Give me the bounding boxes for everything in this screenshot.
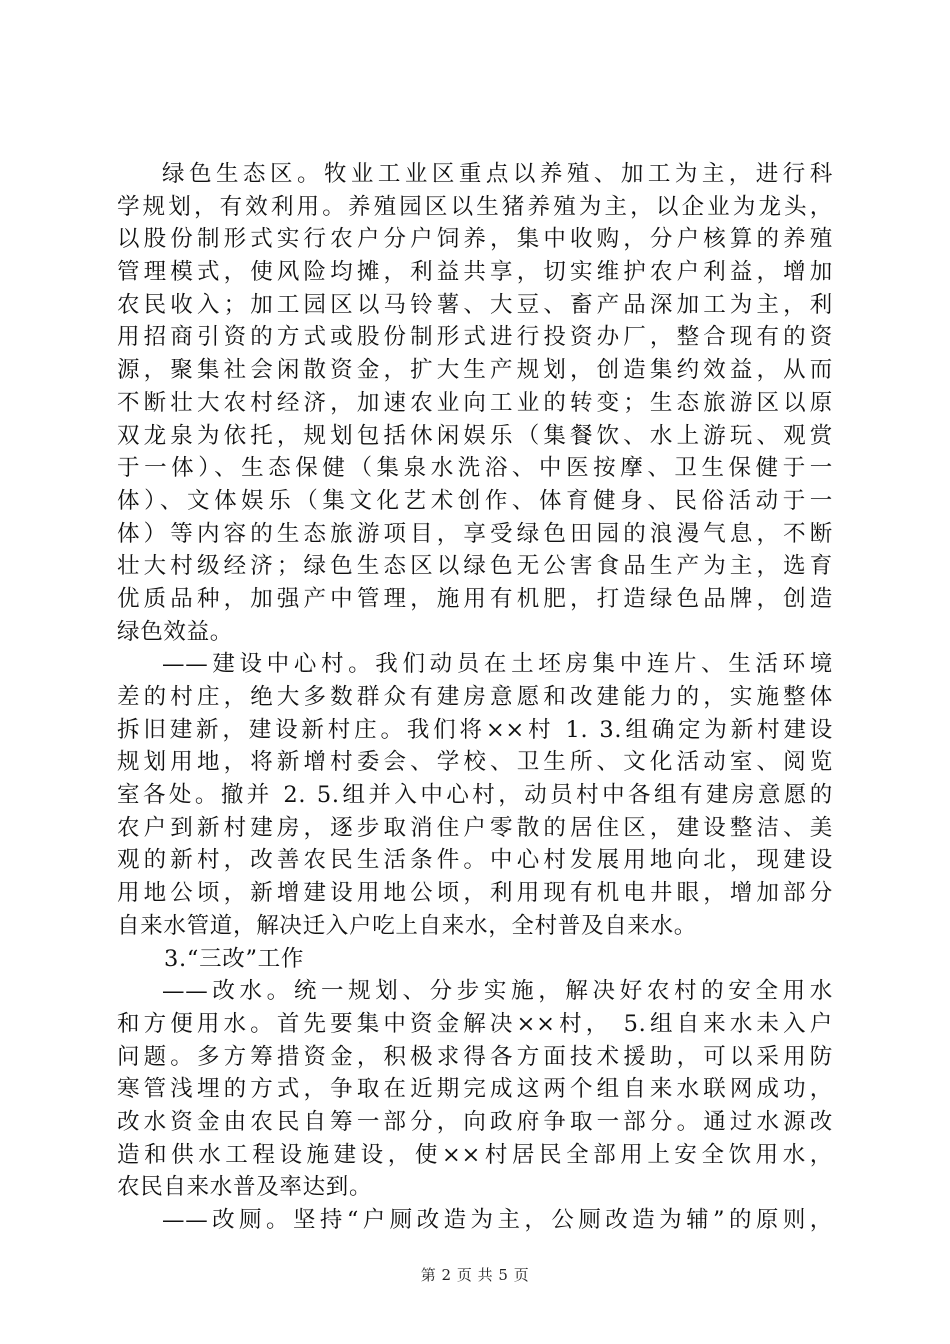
paragraph-line: 室各处。撤并 2. 5.组并入中心村，动员村中各组有建房意愿的 bbox=[117, 782, 833, 809]
paragraph-line: 用地公顷，新增建设用地公顷，利用现有机电井眼，增加部分 bbox=[117, 880, 833, 907]
paragraph-line: 用招商引资的方式或股份制形式进行投资办厂，整合现有的资 bbox=[117, 324, 833, 351]
paragraph-line: 自来水管道，解决迁入户吃上自来水，全村普及自来水。 bbox=[117, 912, 698, 939]
paragraph-line: 问题。多方筹措资金，积极求得各方面技术援助，可以采用防 bbox=[117, 1043, 833, 1070]
paragraph-line: 不断壮大农村经济，加速农业向工业的转变；生态旅游区以原 bbox=[117, 389, 833, 416]
paragraph-line: 拆旧建新，建设新村庄。我们将××村 1. 3.组确定为新村建设 bbox=[117, 716, 833, 743]
document-body bbox=[117, 158, 833, 1237]
paragraph-line: 学规划，有效利用。养殖园区以生猪养殖为主，以企业为龙头， bbox=[117, 193, 833, 220]
paragraph-line: ——建设中心村。我们动员在土坯房集中连片、生活环境 bbox=[162, 651, 833, 678]
paragraph-line: 体）、文体娱乐（集文化艺术创作、体育健身、民俗活动于一 bbox=[117, 487, 833, 514]
paragraph-line: 以股份制形式实行农户分户饲养，集中收购，分户核算的养殖 bbox=[117, 226, 833, 253]
paragraph-line: 源，聚集社会闲散资金，扩大生产规划，创造集约效益，从而 bbox=[117, 357, 833, 384]
paragraph-line: 农民自来水普及率达到。 bbox=[117, 1174, 373, 1201]
paragraph-line: 规划用地，将新增村委会、学校、卫生所、文化活动室、阅览 bbox=[117, 749, 833, 776]
paragraph-line: 绿色生态区。牧业工业区重点以养殖、加工为主，进行科 bbox=[162, 161, 833, 187]
page-footer: 第 2 页 共 5 页 bbox=[420, 1266, 530, 1284]
paragraph-line: 体）等内容的生态旅游项目，享受绿色田园的浪漫气息，不断 bbox=[117, 520, 833, 547]
paragraph-line: 观的新村，改善农民生活条件。中心村发展用地向北，现建设 bbox=[117, 847, 833, 874]
paragraph-line: 优质品种，加强产中管理，施用有机肥，打造绿色品牌，创造 bbox=[117, 585, 833, 612]
paragraph-line: 造和供水工程设施建设，使××村居民全部用上安全饮用水， bbox=[117, 1141, 833, 1168]
paragraph-line: 寒管浅埋的方式，争取在近期完成这两个组自来水联网成功， bbox=[117, 1076, 833, 1103]
paragraph-line: 农户到新村建房，逐步取消住户零散的居住区，建设整洁、美 bbox=[117, 814, 833, 841]
paragraph-line: 绿色效益。 bbox=[117, 618, 234, 645]
paragraph-line: 双龙泉为依托，规划包括休闲娱乐（集餐饮、水上游玩、观赏 bbox=[117, 422, 833, 449]
paragraph-line: 和方便用水。首先要集中资金解决××村， 5.组自来水未入户 bbox=[117, 1010, 833, 1037]
section-heading: 3.“三改”工作 bbox=[164, 945, 305, 972]
paragraph-line: 管理模式，使风险均摊，利益共享，切实维护农户利益，增加 bbox=[117, 259, 833, 286]
paragraph-line: 改水资金由农民自筹一部分，向政府争取一部分。通过水源改 bbox=[117, 1108, 833, 1135]
paragraph-line: 差的村庄，绝大多数群众有建房意愿和改建能力的，实施整体 bbox=[117, 684, 833, 710]
paragraph-line: ——改水。统一规划、分步实施，解决好农村的安全用水 bbox=[162, 978, 833, 1005]
paragraph-line: 壮大村级经济；绿色生态区以绿色无公害食品生产为主，选育 bbox=[117, 553, 833, 580]
paragraph-line: ——改厕。坚持“户厕改造为主，公厕改造为辅”的原则， bbox=[162, 1207, 833, 1233]
paragraph-line: 农民收入；加工园区以马铃薯、大豆、畜产品深加工为主，利 bbox=[117, 291, 833, 318]
paragraph-line: 于一体）、生态保健（集泉水洗浴、中医按摩、卫生保健于一 bbox=[117, 455, 833, 482]
